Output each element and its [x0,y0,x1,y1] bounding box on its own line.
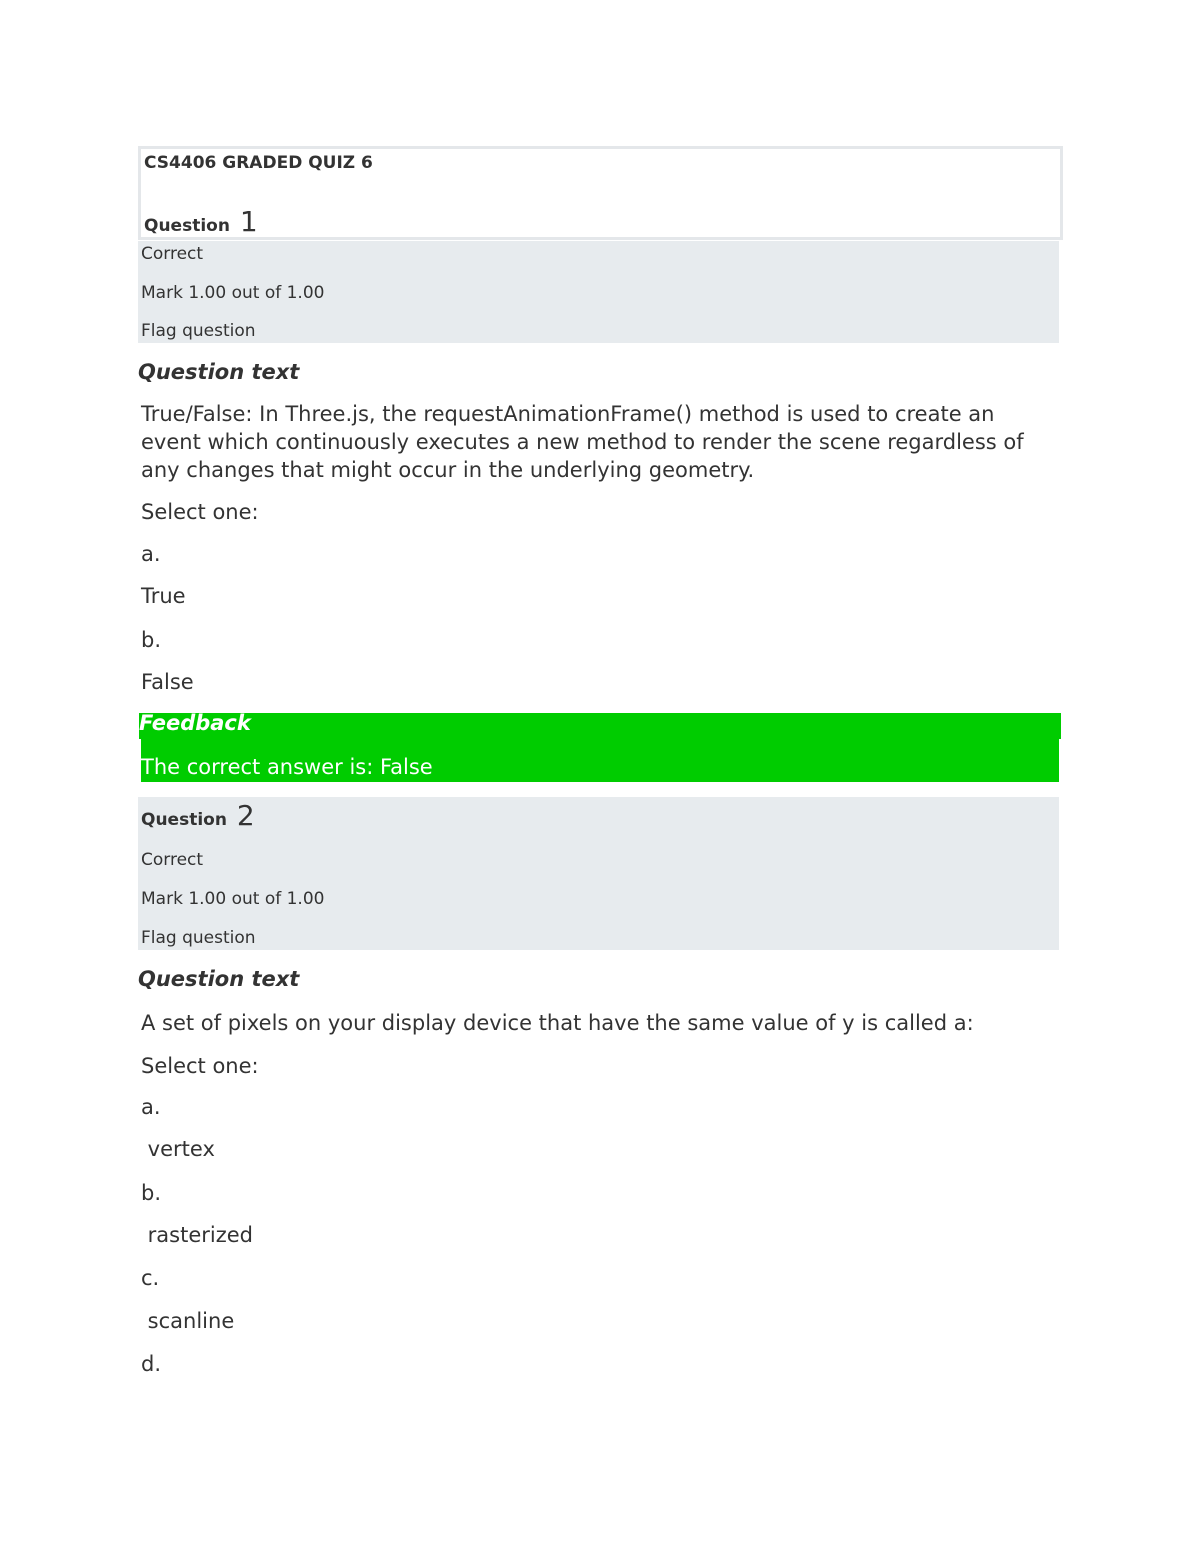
question-2-number: 2 [236,799,255,832]
question-1-text-line-3: any changes that might occur in the underlying geometry. [141,458,755,482]
question-1-text-line-1: True/False: In Three.js, the requestAnimationFrame() method is used to create an [141,402,995,426]
question-2-option-d-letter[interactable]: d. [141,1352,162,1376]
question-2-text: A set of pixels on your display device that have the same value of y is called a: [141,1011,974,1035]
question-2-option-c-letter[interactable]: c. [141,1266,160,1290]
question-2-flag-link[interactable]: Flag question [141,928,256,948]
question-1-label: Question [144,216,230,236]
question-1-number: 1 [239,205,258,238]
question-2-option-b-letter[interactable]: b. [141,1181,162,1205]
question-1-option-b-text[interactable]: False [141,670,194,694]
question-1-option-b-letter[interactable]: b. [141,628,162,652]
quiz-title: CS4406 GRADED QUIZ 6 [144,153,373,173]
question-2-info [138,797,1059,950]
question-1-prompt: Select one: [141,500,259,524]
quiz-header-box [138,146,1063,240]
question-2-label: Question [141,810,227,830]
question-1-flag-link[interactable]: Flag question [141,321,256,341]
feedback-header-bar [139,713,1061,739]
question-1-heading [144,205,258,238]
question-1-text-heading: Question text [138,360,300,384]
question-2-option-b-text[interactable]: rasterized [141,1223,254,1247]
feedback-label: Feedback [139,711,251,735]
question-1-option-a-letter[interactable]: a. [141,542,161,566]
question-1-info [138,241,1059,343]
question-1-text-line-2: event which continuously executes a new method to render the scene regardless of [141,430,1024,454]
question-1-status: Correct [141,244,204,264]
question-2-text-heading: Question text [138,967,300,991]
question-2-option-a-letter[interactable]: a. [141,1095,161,1119]
question-1-option-a-text[interactable]: True [141,584,186,608]
question-2-prompt: Select one: [141,1054,259,1078]
feedback-correct-answer: The correct answer is: False [141,755,433,779]
question-2-status: Correct [141,850,204,870]
question-1-mark: Mark 1.00 out of 1.00 [141,283,325,303]
question-2-option-c-text[interactable]: scanline [141,1309,235,1333]
question-2-heading [141,799,255,832]
question-2-option-a-text[interactable]: vertex [141,1137,215,1161]
question-2-mark: Mark 1.00 out of 1.00 [141,889,325,909]
